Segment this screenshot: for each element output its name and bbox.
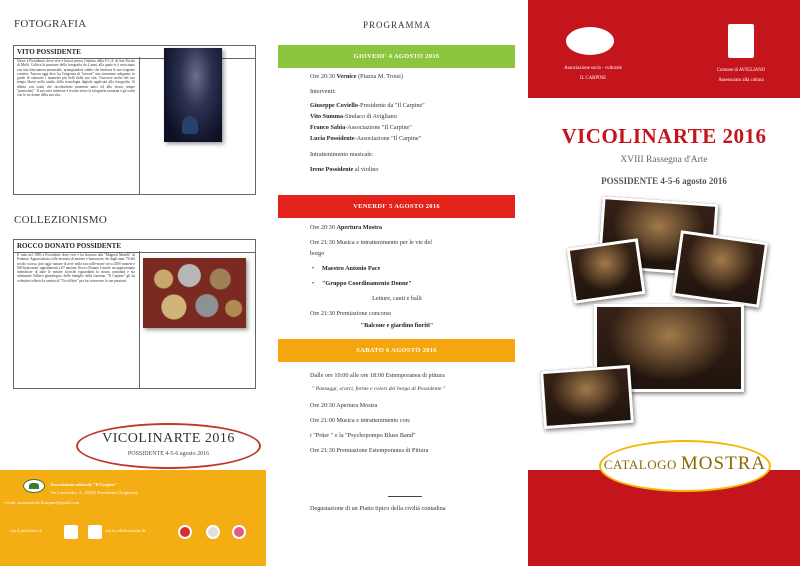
day1-header: GIOVEDI' 4 AGOSTO 2016 xyxy=(278,45,515,68)
day1-vernice: Ore 20:30 Vernice (Piazza M. Troisi) xyxy=(310,73,403,80)
day3-bands: i "Prüer " e la "Psychopompo Blues Band" xyxy=(310,432,416,439)
left-panel xyxy=(0,0,266,566)
day2-premiazione: Ore 21:30 Premiazione concorso xyxy=(310,310,392,317)
sponsor-band xyxy=(0,470,266,566)
day3-musica: Ore 21:00 Musica e intrattenimento con: xyxy=(310,417,411,424)
day2-musica-borgo: borgo xyxy=(310,250,325,257)
day2-musica: Ore 21:30 Musica e intrattenimento per le vie del xyxy=(310,239,432,246)
mostra-label: MOSTRA xyxy=(680,453,767,474)
day2-concorso: "Balcone e giardino fioriti" xyxy=(360,322,434,329)
assoc-label: Associazione socio - culturale xyxy=(564,66,622,71)
programma-panel xyxy=(266,0,528,566)
fotografia-text: Nasce a Possidente, dove vive e lavora presso l'indotto della F.C.A. di San Nicola di Melfi. Coltiva la passione della fotografia da 4 anni, alla quale si è avvicinato con una fotocamera amatoriale, arrangiandosi subito che limitava le sue esigenze creative. Ancora oggi dice, ha l'esigenza di "trovare" uno strumento adeguato, in grado di catturare i momenti più belli della sua vita. Trascorre molto del suo tempo libero nello studio della tecnologia digitale applicata alla fotografia. Si diletta con scatti che racchiudono momenti unici ed allo stesso tempo "particolari". Il suo vero interesse è rivolto verso la fotografia notturna e gli scatti con le tre donne della sua vita. xyxy=(17,59,135,98)
day3-premiazione: Ore 21:30 Premiazione Estemporanea di Pittura xyxy=(310,447,429,454)
catalogo-label: CATALOGO xyxy=(603,457,677,472)
day2-letture: Letture, canti e balli xyxy=(372,295,422,302)
assoc-email: e-mail: associazione.ilcarpine@gmail.com xyxy=(4,500,79,505)
coins-photo xyxy=(143,258,246,328)
partner-logo-2 xyxy=(206,525,220,539)
divider xyxy=(388,496,422,497)
cover-panel xyxy=(528,0,800,566)
carpine-logo xyxy=(23,479,45,493)
patron-logo-2 xyxy=(88,525,102,539)
avigliano-crest xyxy=(728,24,754,58)
day2-bullet-1: • Maestro Antonio Pace xyxy=(322,265,380,272)
fotografia-title: FOTOGRAFIA xyxy=(14,18,87,30)
collezionismo-text: E' nato nel 1950 a Possidente dove vive e ha lavorato alla "Magneti Marelli" di Potenza. Appassionato colle-zionista di monete e banconote, fin dagli anni '70 del secolo scorso, può oggi vantare di aver nella sua colle-zione circa 2500 monete e 600 banconote, appartenenti a 67 nazioni. Rocco Donato è anche un appassionato intenditore di tutte le notizie storiche riguardanti la nostra comunità e sta ultimando l'albero genealogico delle famiglie della frazione. "Il Carpine" gli ha volentieri offerto la vetrina di "VicoliArte" per far conoscere le sue passioni. xyxy=(17,253,135,283)
partner-logo-3 xyxy=(232,525,246,539)
day2-bullet-2: • "Gruppo Coordinamento Donne" xyxy=(322,280,412,287)
fotografia-artist: VITO POSSIDENTE xyxy=(14,46,255,59)
day1-violin: Irene Possidente al violino xyxy=(310,166,379,173)
photo-gallery-4 xyxy=(540,365,634,429)
cover-title: VICOLINARTE 2016 xyxy=(561,124,767,148)
comune-sub: Assessorato alla cultura xyxy=(718,78,764,83)
speaker-2: Vito Summa-Sindaco di Avigliano xyxy=(310,113,397,120)
cover-dates: POSSIDENTE 4-5-6 agosto 2016 xyxy=(601,176,727,186)
degustazione: Degustazione di un Piatto tipico della civiltà contadina xyxy=(310,505,446,512)
carpine-logo-cover xyxy=(566,27,614,55)
assoc-address: Via Lombardia, 4 – 85025 Possidente (Avigliano) xyxy=(50,490,138,495)
collezionismo-title: COLLEZIONISMO xyxy=(14,214,108,226)
speaker-3: Franco Sabia-Associazione "Il Carpine" xyxy=(310,124,412,131)
assoc-name-cover: IL CARPINE xyxy=(579,76,607,81)
day3-estemporanea: Dalle ore 10:00 alle ore 18:00 Estemporanea di pittura xyxy=(310,372,445,379)
day2-header: VENERDI' 5 AGOSTO 2016 xyxy=(278,195,515,218)
patron-logo-1 xyxy=(64,525,78,539)
oval-subtitle: POSSIDENTE 4-5-6 agosto 2016 xyxy=(127,451,210,457)
assoc-name: Associazione culturale "Il Carpine" xyxy=(50,482,118,487)
collezionismo-artist: ROCCO DONATO POSSIDENTE xyxy=(14,240,255,253)
speaker-1: Giuseppe Coviello-Presidente da "Il Carpine" xyxy=(310,102,425,109)
day3-paesaggi: " Paesaggi, scorci, forme e colori del borgo di Possidente " xyxy=(312,386,446,392)
patrocinio-label: con il patrocinio di xyxy=(10,528,42,533)
cover-rassegna: XVIII Rassegna d'Arte xyxy=(620,155,708,165)
oval-title: VICOLINARTE 2016 xyxy=(102,431,235,446)
day1-interventi: Interventi: xyxy=(310,88,336,95)
photo-gallery-2 xyxy=(566,238,645,303)
speaker-4: Lucia Possidente-Associazione "Il Carpine" xyxy=(310,135,422,142)
event-oval xyxy=(76,423,261,469)
photo-gallery-3 xyxy=(672,230,768,308)
day1-music-label: Intrattenimento musicale: xyxy=(310,151,374,158)
programma-title: PROGRAMMA xyxy=(362,20,431,30)
day2-apertura: Ore 20:30 Apertura Mostra xyxy=(310,224,383,231)
cover-header xyxy=(528,0,800,98)
partner-logo-1 xyxy=(178,525,192,539)
catalogo-oval xyxy=(599,440,771,492)
night-photo xyxy=(164,48,222,142)
day3-header: SABATO 6 AGOSTO 2016 xyxy=(278,339,515,362)
day3-apertura: Ore 20:30 Apertura Mostra xyxy=(310,402,378,409)
comune-label: Comune di AVIGLIANO xyxy=(716,68,766,73)
collaborazione-label: con la collaborazione di xyxy=(105,528,146,533)
